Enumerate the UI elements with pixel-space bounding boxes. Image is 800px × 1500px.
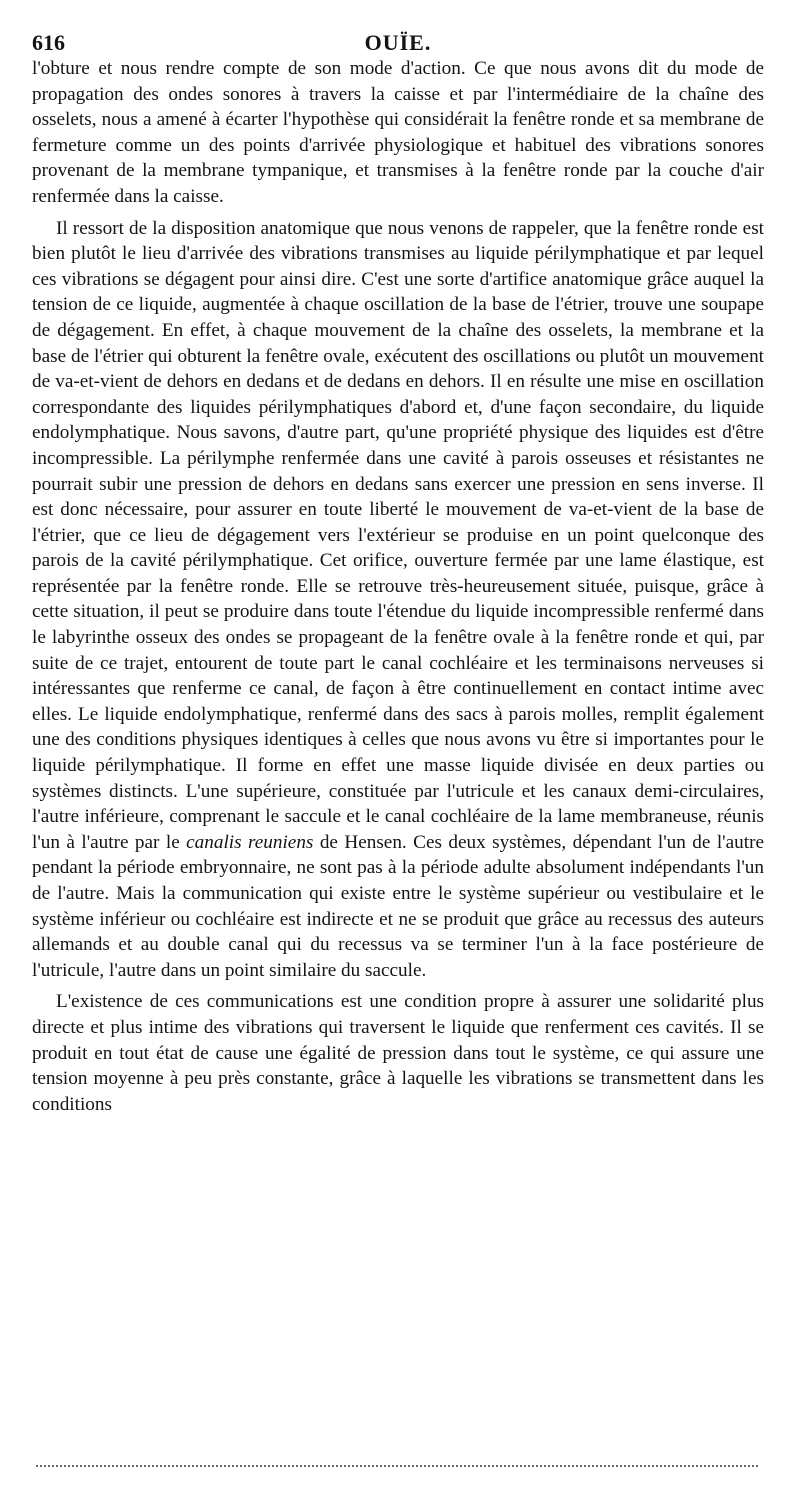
italic-term: canalis reuniens xyxy=(186,831,314,853)
footer-dotted-rule xyxy=(36,1465,758,1467)
paragraph-text: l'obture et nous rendre compte de son mode d'action. Ce que nous avons dit du mode de propagation des ondes sonores à travers la caisse et par l'intermédiaire de la chaîne des osselets, nous a amené à écarter l'hypothèse qui considérait la fenêtre ronde et sa membrane de fermeture comme un des points d'arrivée physiologique et habituel des vibrations sonores provenant de la membrane tympanique, et transmises à la fenêtre ronde par la couche d'air renfermée dans la caisse. xyxy=(32,58,764,207)
paragraph-1 xyxy=(32,56,764,210)
book-page xyxy=(32,26,764,1117)
running-head xyxy=(32,26,764,56)
page-number: 616 xyxy=(32,30,65,55)
running-title: OUÏE. xyxy=(364,30,432,55)
paragraph-3 xyxy=(32,989,764,1117)
paragraph-2 xyxy=(32,216,764,984)
paragraph-text: Il ressort de la disposition anatomique que nous venons de rappeler, que la fenêtre ronde est bien plutôt le lieu d'arrivée des vibrations transmises au liquide périlymphatique et par lequel ces vibrations se dégagent pour ainsi dire. C'est une sorte d'artifice anatomique grâce auquel la tension de ce liquide, augmentée à chaque oscillation de la base de l'étrier, trouve une soupape de dégagement. En effet, à chaque mouvement de la chaîne des osselets, la membrane et la base de l'étrier qui obturent la fenêtre ovale, exécutent des oscillations ou plutôt un mouvement de va-et-vient de dehors en dedans et de dedans en dehors. Il en résulte une mise en oscillation correspondante des liquides périlymphatiques d'abord et, d'une façon secondaire, du liquide endolymphatique. Nous savons, d'autre part, qu'une propriété physique des liquides est d'être incompressible. La périlymphe renfermée dans une cavité à parois osseuses et résistantes ne pourrait subir une pression de dehors en dedans sans exercer une pression en sens inverse. Il est donc nécessaire, pour assurer en toute liberté le mouvement de va-et-vient de la base de l'étrier, que ce lieu de dégagement vers l'extérieur se produise en un point quelconque des parois de la cavité périlymphatique. Cet orifice, ouverture fermée par une lame élastique, est représentée par la fenêtre ronde. Elle se retrouve très-heureusement située, puisque, grâce à cette situation, il peut se produire dans toute l'étendue du liquide incompressible renfermé dans le labyrinthe osseux des ondes se propageant de la fenêtre ovale à la fenêtre ronde et qui, par suite de ce trajet, entourent de toute part le canal cochléaire et les terminaisons nerveuses si intéressantes que renferme ce canal, de façon à être continuellement en contact intime avec elles. Le liquide endolymphatique, renfermé dans des sacs à parois molles, remplit également une des conditions physiques identiques à celles que nous avons vu être si importantes pour le liquide périlymphatique. Il forme en effet une masse liquide divisée en deux parties ou systèmes distincts. L'une supérieure, constituée par l'utricule et les canaux demi-circulaires, l'autre inférieure, comprenant le saccule et le canal cochléaire de la lame membraneuse, réunis l'un à l'autre par le xyxy=(32,217,764,853)
body-text xyxy=(32,56,764,1117)
paragraph-text: L'existence de ces communications est une condition propre à assurer une solidarité plus directe et plus intime des vibrations qui traversent le liquide que renferment ces cavités. Il se produit en tout état de cause une égalité de pression dans tout le système, ce qui assure une tension moyenne à peu près constante, grâce à laquelle les vibrations se transmettent dans les conditions xyxy=(32,991,764,1115)
paragraph-text: de Hensen. Ces deux systèmes, dépendant l'un de l'autre pendant la période embryonnaire, ne sont pas à la période adulte absolument indépendants l'un de l'autre. Mais la communication qui existe entre le système supérieur ou vestibulaire et le système inférieur ou cochléaire est indirecte et ne se produit que grâce au recessus des auteurs allemands et au double canal qui du recessus va se terminer l'un à la face postérieure de l'utricule, l'autre dans un point similaire du saccule. xyxy=(32,831,764,981)
